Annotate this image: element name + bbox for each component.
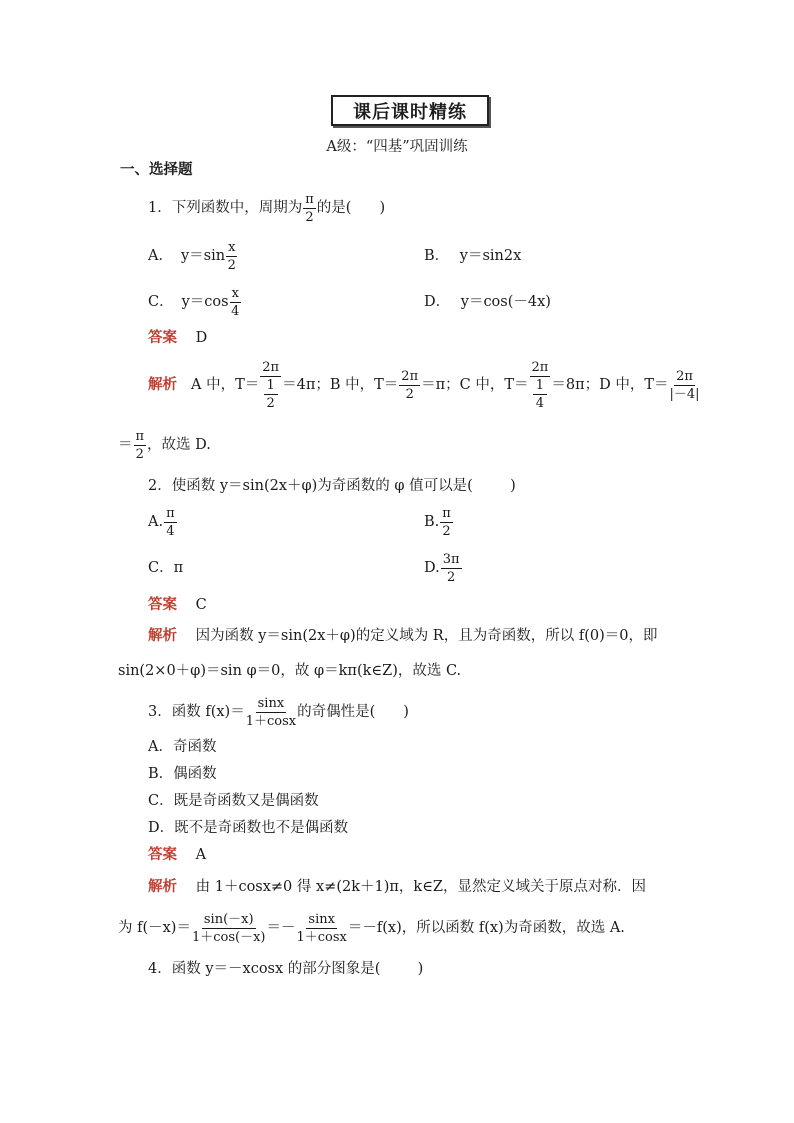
q2-analysis xyxy=(148,626,657,646)
q1-stem-frac-den: 2 xyxy=(305,209,314,225)
q1-option-d-expr: y＝cos(－4x) xyxy=(460,294,551,310)
q1-analysis-line2-fraction xyxy=(134,430,147,461)
q3-answer-label: 答案 xyxy=(148,847,177,863)
q2-option-a-num: π xyxy=(166,505,175,521)
q1-analysis-a-den-num: 1 xyxy=(264,379,278,395)
q3-stem-pre: 3．函数 f(x)＝ xyxy=(148,704,245,720)
q1-analysis-a-result: ＝4π；B 中，T＝ xyxy=(282,377,399,393)
q1-analysis-c-num: 2π xyxy=(531,359,549,375)
q1-option-c xyxy=(148,282,242,322)
q1-analysis-a-den-den: 2 xyxy=(266,395,275,411)
q1-option-a-letter: A． xyxy=(148,248,173,264)
q3-option-a: A．奇函数 xyxy=(148,739,217,755)
q1-analysis-a-den xyxy=(264,377,278,410)
q1-analysis xyxy=(148,350,701,420)
q1-option-a-num: x xyxy=(228,239,236,255)
q1-analysis-line2-pre: ＝ xyxy=(118,437,133,453)
q1-stem-post: 的是( xyxy=(316,200,352,216)
q3-analysis-line2-mid: ＝－ xyxy=(266,920,296,936)
q1-analysis-c-den-den: 4 xyxy=(535,395,545,411)
q3-answer xyxy=(148,845,206,865)
question-3-stem xyxy=(148,692,409,732)
q1-answer xyxy=(148,328,207,348)
q2-option-c: C．π xyxy=(148,560,184,576)
q1-answer-label: 答案 xyxy=(148,330,177,346)
q1-answer-value: D xyxy=(195,330,208,346)
q3-option-d: D．既不是奇函数也不是偶函数 xyxy=(148,820,349,836)
q2-option-a-letter: A. xyxy=(148,514,164,530)
q1-analysis-c-den xyxy=(533,377,547,410)
q3-analysis-line2-post: ＝－f(x)，所以函数 f(x)为奇函数，故选 A. xyxy=(347,920,625,936)
question-1-stem xyxy=(148,188,385,228)
q1-analysis-a-fraction xyxy=(260,361,281,410)
q1-analysis-b-fraction xyxy=(399,370,420,401)
question-4-stem xyxy=(148,959,423,979)
q1-option-c-fraction xyxy=(230,287,241,318)
q3-answer-value: A xyxy=(195,847,207,863)
q1-analysis-label: 解析 xyxy=(148,377,177,393)
q3-analysis-frac1-den: 1＋cos(－x) xyxy=(191,929,266,945)
q3-option-c: C．既是奇函数又是偶函数 xyxy=(148,793,319,809)
q2-option-b xyxy=(424,502,454,542)
q2-stem-text: 2．使函数 y＝sin(2x＋φ)为奇函数的 φ 值可以是( xyxy=(148,478,473,494)
q1-analysis-b-num: 2π xyxy=(401,368,419,384)
q2-option-b-num: π xyxy=(442,505,451,521)
q3-analysis-fraction-1 xyxy=(192,913,266,944)
q2-option-d xyxy=(424,548,463,588)
q2-option-b-letter: B. xyxy=(424,514,440,530)
q4-stem-text: 4．函数 y＝－xcosx 的部分图象是( xyxy=(148,961,381,977)
q1-analysis-line2-post: ，故选 D. xyxy=(147,437,211,453)
q2-stem-close: ) xyxy=(510,478,516,494)
q2-option-d-num: 3π xyxy=(442,551,460,567)
q1-option-c-den: 4 xyxy=(231,303,240,319)
page-title: 课后课时精练 xyxy=(331,95,489,126)
q3-analysis-frac1-num: sin(－x) xyxy=(203,911,254,927)
q2-option-d-letter: D. xyxy=(424,560,440,576)
q2-analysis-line1: 因为函数 y＝sin(2x＋φ)的定义域为 R，且为奇函数，所以 f(0)＝0，即 xyxy=(195,628,658,644)
q1-analysis-line2-den: 2 xyxy=(135,446,144,462)
q2-option-d-fraction xyxy=(441,553,462,584)
q1-option-c-expr: y＝cos xyxy=(181,294,229,310)
q1-analysis-d-den: |－4| xyxy=(669,386,700,402)
q3-stem-num: sinx xyxy=(257,695,285,711)
q3-analysis-frac2-num: sinx xyxy=(308,911,335,927)
level-subtitle: A级：“四基”巩固训练 xyxy=(326,139,468,155)
q1-stem-pre: 1．下列函数中，周期为 xyxy=(148,200,303,216)
q2-option-b-fraction xyxy=(440,507,453,538)
q1-option-d xyxy=(424,292,551,312)
q3-stem-fraction xyxy=(246,697,296,728)
q3-analysis-line1: 由 1＋cosx≠0 得 x≠(2k＋1)π，k∈Z，显然定义域关于原点对称．因 xyxy=(195,879,647,895)
q3-analysis xyxy=(148,877,646,897)
q1-analysis-d-fraction xyxy=(670,370,700,401)
q2-option-d-den: 2 xyxy=(446,569,456,585)
q1-option-c-num: x xyxy=(231,285,239,301)
q1-analysis-c-result: ＝8π；D 中，T＝ xyxy=(551,377,669,393)
q1-analysis-b-den: 2 xyxy=(405,386,414,402)
q1-option-b-letter: B． xyxy=(424,248,450,264)
q1-option-a-den: 2 xyxy=(227,257,236,273)
q1-analysis-a-num: 2π xyxy=(262,359,280,375)
q1-analysis-d-num: 2π xyxy=(676,368,693,384)
q3-analysis-line2-pre: 为 f(－x)＝ xyxy=(118,920,191,936)
q1-stem-close: ) xyxy=(379,200,386,216)
q4-stem-close: ) xyxy=(417,961,424,977)
q1-analysis-line2 xyxy=(118,424,211,466)
q1-analysis-c-den-num: 1 xyxy=(533,379,547,395)
q1-analysis-a: A 中，T＝ xyxy=(191,377,260,393)
q3-analysis-fraction-2 xyxy=(297,913,347,944)
q2-option-a-fraction xyxy=(164,507,177,538)
q1-option-c-letter: C． xyxy=(148,294,174,310)
q1-stem-frac-num: π xyxy=(305,191,314,207)
q1-option-a xyxy=(148,236,238,276)
q3-analysis-line2 xyxy=(118,906,625,950)
q2-answer-label: 答案 xyxy=(148,597,177,613)
q1-option-d-letter: D． xyxy=(424,294,451,310)
q2-analysis-label: 解析 xyxy=(148,628,177,644)
q3-option-b: B．偶函数 xyxy=(148,766,217,782)
q1-option-a-expr: y＝sin xyxy=(180,248,226,264)
q3-stem-post: 的奇偶性是( xyxy=(297,704,376,720)
q1-stem-fraction xyxy=(303,193,316,224)
question-2-stem xyxy=(148,476,516,496)
q3-analysis-frac2-den: 1＋cosx xyxy=(296,929,347,945)
q2-answer xyxy=(148,595,207,615)
q2-option-b-den: 2 xyxy=(442,523,451,539)
q2-analysis-line2: sin(2×0＋φ)＝sin φ＝0，故 φ＝kπ(k∈Z)，故选 C. xyxy=(118,663,462,679)
q1-option-b xyxy=(424,246,521,266)
q2-option-a-den: 4 xyxy=(166,523,175,539)
section-title: 一、选择题 xyxy=(120,162,193,178)
q1-option-a-fraction xyxy=(226,241,237,272)
q3-analysis-label: 解析 xyxy=(148,879,177,895)
q1-analysis-b-result: ＝π；C 中，T＝ xyxy=(421,377,529,393)
q1-analysis-line2-num: π xyxy=(135,428,145,444)
q1-option-b-expr: y＝sin2x xyxy=(459,248,522,264)
q2-answer-value: C xyxy=(195,597,207,613)
q3-stem-close: ) xyxy=(403,704,409,720)
q3-stem-den: 1＋cosx xyxy=(245,713,297,729)
q2-option-a xyxy=(148,502,178,542)
q1-analysis-c-fraction xyxy=(530,361,551,410)
